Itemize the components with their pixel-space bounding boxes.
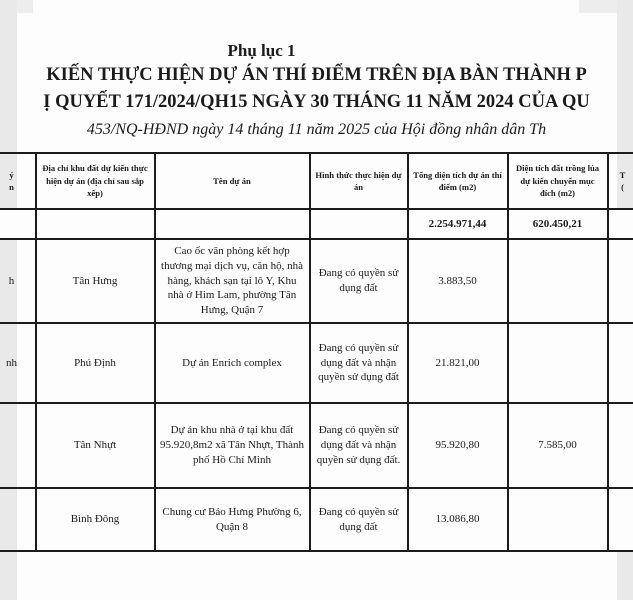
document-page: [6, 0, 626, 600]
photo-shadow-top-left: [17, 0, 33, 13]
cell-col0-fragment: h: [0, 239, 36, 323]
cell-address: Tân Nhựt: [36, 403, 155, 488]
header-total-area: Tổng diện tích dự án thí điểm (m2): [408, 153, 508, 209]
cell-total-area: 13.086,80: [408, 488, 508, 551]
header-col0-fragment: ý n: [0, 153, 36, 209]
cell-project-name: Chung cư Bảo Hưng Phường 6, Quận 8: [155, 488, 310, 551]
cell-form: Đang có quyền sử dụng đất và nhận quyền sử dụng đất.: [310, 403, 408, 488]
cell-project-name: Dự án Enrich complex: [155, 323, 310, 403]
summary-form: [310, 209, 408, 239]
table-row: [0, 488, 633, 551]
cell-total-area: 3.883,50: [408, 239, 508, 323]
projects-table: [0, 152, 633, 552]
header-col6-fragment: T (: [608, 153, 633, 209]
cell-col0-fragment: [0, 403, 36, 488]
cell-col6: [608, 323, 633, 403]
cell-rice-area: [508, 239, 608, 323]
header-form: Hình thức thực hiện dự án: [310, 153, 408, 209]
header-row: [0, 153, 633, 209]
summary-address: [36, 209, 155, 239]
header-address: Địa chỉ khu đất dự kiến thực hiện dự án (địa chỉ sau sắp xếp): [36, 153, 155, 209]
heading-line-4: 453/NQ-HĐND ngày 14 tháng 11 năm 2025 của Hội đồng nhân dân Th: [86, 121, 547, 138]
cell-rice-area: [508, 323, 608, 403]
cell-project-name: Dự án khu nhà ở tại khu đất 95.920,8m2 xã Tân Nhựt, Thành phố Hồ Chí Minh: [155, 403, 310, 488]
cell-col0-fragment: [0, 488, 36, 551]
cell-rice-area: [508, 488, 608, 551]
heading-line-2: KIẾN THỰC HIỆN DỰ ÁN THÍ ĐIỂM TRÊN ĐỊA BÀN THÀNH P: [46, 65, 587, 85]
summary-col0: [0, 209, 36, 239]
cell-col0-fragment: nh: [0, 323, 36, 403]
cell-col6: [608, 239, 633, 323]
cell-rice-area: 7.585,00: [508, 403, 608, 488]
table-row: [0, 403, 633, 488]
cell-address: Bình Đông: [36, 488, 155, 551]
document-heading: [17, 40, 617, 142]
header-rice-area: Diện tích đất trồng lúa dự kiến chuyển mục đích (m2): [508, 153, 608, 209]
cell-form: Đang có quyền sử dụng đất và nhận quyền sử dụng đất: [310, 323, 408, 403]
table-row: [0, 239, 633, 323]
summary-row: [0, 209, 633, 239]
summary-project-name: [155, 209, 310, 239]
table-row: [0, 323, 633, 403]
photo-shadow-top-right: [579, 0, 617, 13]
appendix-title: Phụ lục 1: [227, 41, 296, 60]
header-project-name: Tên dự án: [155, 153, 310, 209]
cell-address: Phú Định: [36, 323, 155, 403]
cell-form: Đang có quyền sử dụng đất: [310, 488, 408, 551]
summary-col6: [608, 209, 633, 239]
cell-col6: [608, 403, 633, 488]
cell-form: Đang có quyền sử dụng đất: [310, 239, 408, 323]
summary-rice-area: 620.450,21: [508, 209, 608, 239]
cell-address: Tân Hưng: [36, 239, 155, 323]
cell-col6: [608, 488, 633, 551]
summary-total-area: 2.254.971,44: [408, 209, 508, 239]
cell-project-name: Cao ốc văn phòng kết hợp thương mại dịch vụ, căn hộ, nhà hàng, khách sạn tại lô Y, Khu nhà ở Him Lam, phường Tân Hưng, Quận 7: [155, 239, 310, 323]
cell-total-area: 21.821,00: [408, 323, 508, 403]
heading-line-3: Ị QUYẾT 171/2024/QH15 NGÀY 30 THÁNG 11 NĂM 2024 CỦA QU: [43, 92, 590, 112]
cell-total-area: 95.920,80: [408, 403, 508, 488]
